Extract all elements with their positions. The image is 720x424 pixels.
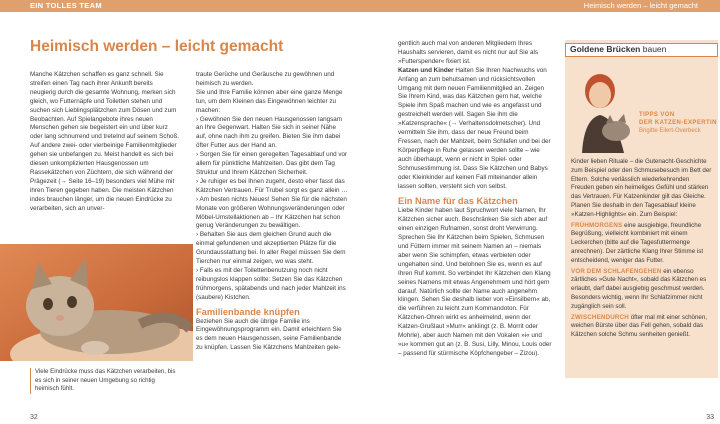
left-col-2 — [196, 71, 348, 353]
bullet-item: › Am besten nichts Neues! Sehen Sie für die nächsten Monate von größeren Wohnungsveränderungen oder Möbel-Umstellaktionen ab – Ihr Kätzchen hat schon genug Veränderungen zu bewältigen. — [196, 195, 347, 230]
body-text: Manche Kätzchen schaffen es ganz schnell. Sie streifen einen Tag nach ihrer Ankunft bereits neugierig durch die gesamte Wohnung, merken sich gleich, wo Futternäpfe und Toiletten stehen und suchen sich Lieblingsplätzchen zum Dösen und zum Beobachten. Auf Spielangebote ihres neuen Menschen gehen sie begeistert ein und über kurz oder lang schnurrend und treteInd auf seinem Schoß. Auf andere zwei- oder vierbeinige Familienmitglieder gehen sie unbefangen zu. Meist handelt es sich bei diesen unkomplizierten Hausgenossen um Rassekätzchen von Züchtern, die sich während der Prägezeit (→ Seite 16–19) besonders viel Mühe mit ihren Tieren gegeben haben. Die meisten Kätzchen indes brauchen länger, um die neuen Eindrücke zu verarbeiten, sich an unver- — [30, 71, 180, 212]
subheading: Ein Name für das Kätzchen — [398, 196, 518, 207]
tip-item-text: eine ausgiebige, freundliche Begrüßung, vielleicht kombiniert mit einem Leckerchen (bitte auf die Tagesfuttermenge anrechnen). Der zärtliche Klang Ihrer Stimme ist entscheidend, weniger das Futter. — [571, 221, 704, 264]
expert-portrait — [572, 65, 632, 153]
body-text: traute Gerüche und Geräusche zu gewöhnen und heimisch zu werden. — [196, 71, 335, 87]
running-title: Heimisch werden – leicht gemacht — [583, 1, 698, 10]
tip-item-keyword: ZWISCHENDURCH — [571, 313, 629, 321]
tips-label: TIPPS VON — [639, 112, 675, 118]
page-title: Heimisch werden – leicht gemacht — [30, 38, 284, 55]
bullet-item: › Gewöhnen Sie den neuen Hausgenossen langsam an Ihre Gegenwart. Halten Sie sich in seiner Nähe auf, ohne nach ihm zu greifen. Bieten Sie ihm dabei öfter Futter aus der Hand an. — [196, 115, 342, 150]
expert-credit — [639, 111, 717, 135]
body-text — [398, 67, 553, 192]
tips-label-2: DER KATZEN-EXPERTIN — [639, 120, 717, 126]
page-number: 33 — [706, 414, 714, 421]
bullet-item: › Je ruhiger es bei Ihnen zugeht, desto eher fasst das Kätzchen Vertrauen. Für Trubel sorgt es ganz allein … — [196, 177, 348, 194]
tip-box-body — [571, 158, 713, 340]
tip-item-keyword: VOR DEM SCHLAFENGEHEN — [571, 267, 662, 275]
portrait-illustration — [572, 65, 632, 153]
tip-item-text: öfter mal mit einer schönen, weichen Bürste über das Fell gehen, sobald das Kätzchen solche Schmu senheiten genießt. — [571, 313, 708, 339]
subheading: Familienbande knüpfen — [196, 306, 300, 317]
page-number: 32 — [30, 414, 38, 421]
body-text: Liebe Kinder haben laut Spruchwort viele Namen, Ihr Kätzchen sicher auch. Beschränken Sie sich aber auf einen einzigen Rufnamen, sonst droht Verwirrung. Sprechen Sie Ihr Kätzchen beim Spielen, Schmusen und Füttern immer mit seinem Namen an – niemals aber wenn Sie schimpfen, etwas verbieten oder ungehalten sind. Und belohnen Sie es, wenn es auf Ihren Ruf kommt. So verbindet Ihr Kätzchen den Klang seines Namens mit etwas Angenehmem und hört gern darauf. Natürlich sollte der Name auch angenehm klingen. Sehen Sie deshalb lieber von »Einsilbern« ab, die verführen zu leicht zum Kommandoton. Für Kätzchen-Ohren wirkt es anheimelnd, wenn der Katzen-Grußlaut »Murr« anklingt (z. B. Morrit oder Mohrle), aber auch Namen mit den Vokalen »i« und »u« kommen gut an (z. B. Susi, Lilly, Minou, Louis oder – passend für stürmische Köpfchengeber – Zizou). — [398, 207, 552, 357]
bullet-item: › Falls es mit der Toilettenbenutzung noch nicht reibungslos klappen sollte: Setzen Sie das Kätzchen frühmorgens, spätabends und nach jeder Mahlzeit ins (saubere) Kistchen. — [196, 266, 346, 301]
tip-box-heading — [565, 43, 718, 57]
left-col-1 — [30, 71, 180, 214]
body-text: Kinder lieben Rituale – die Gutenacht-Geschichte zum Beispiel oder den Schmusebesuch im Bett der Eltern. Solche verlässlich wiederkehrenden Freuden geben ein heimeliges Gefühl und stärken das Vertrauen. Für Katzenkinder gilt das Gleiche. Planen Sie deshalb in den Tagesablauf kleine »Katzen-Highlights« ein. Zum Beispiel: — [571, 158, 712, 218]
body-text: Sie und Ihre Familie können aber eine ganze Menge tun, um dem Kleinen das Eingewöhnen leichter zu machen: — [196, 88, 343, 114]
expert-name: Brigitte Eilert-Overbeck — [639, 128, 701, 134]
photo-caption: Viele Eindrücke muss das Kätzchen verarbeiten, bis es sich in seiner neuen Umgebung so richtig heimisch fühlt. — [30, 368, 180, 394]
body-text: Halten Sie Ihren Nachwuchs von Anfang an zum behutsamen und rücksichtsvollen Umgang mit dem neuen Familienmitglied an. Zeigen Sie Ihrem Kind, was das Kätzchen gern hat, welche Spiele ihm Spaß machen und wie es angefasst und gestreichelt werden will. Sagen Sie ihm die »Katzensprache« (→ Verhaltensdolmetscher). Und vermitteln Sie ihm, dass der neue Freund beim Fressen, nach der Mahlzeit, beim Schlafen und bei der Körperpflege in Ruhe gelassen werden sollte – wie auch überhaupt, wenn er nicht in Spiel- oder Schmusestimmung ist. Dass Sie Kätzchen und Babys oder Kleinkinder auf keinen Fall miteinander allein lassen sollten, versteht sich von selbst. — [398, 66, 551, 190]
section-label: EIN TOLLES TEAM — [30, 1, 102, 10]
tip-item — [571, 222, 713, 266]
bullet-item: › Behalten Sie aus dem gleichen Grund auch die einmal gefundenen und akzeptierten Plätze für die Grundausstattung bei. In aller Regel müssen Sie dem Tierchen nur einmal zeigen, wo was steht. — [196, 231, 346, 266]
body-text: Beziehen Sie auch die übrige Familie ins Eingewöhnungsprogramm ein. Damit erleichtern Sie es dem neuen Hausgenossen, seine Familienbande zu knüpfen. Lassen Sie Kätzchens Mahlzeiten gele- — [196, 317, 342, 352]
bullet-item: › Sorgen Sie für einen geregelten Tagesablauf und vor allem für pünktliche Mahlzeiten. Das gibt dem Tag Struktur und Ihrem Kätzchen Sicherheit. — [196, 151, 348, 176]
tip-item — [571, 314, 713, 340]
tip-box-heading-rest: bauen — [640, 44, 667, 54]
tip-box-heading-bold: Goldene Brücken — [570, 44, 641, 54]
tip-item-keyword: FRÜHMORGENS — [571, 221, 623, 229]
tip-item-text: ein ebenso zärtliches »Gute Nacht«, sobald das Kätzchen es erlaubt, darf dabei ausgiebig geschmust werden. Besonders wichtig, wenn Ihr Schlafzimmer nicht zugänglich sein soll. — [571, 267, 707, 310]
body-text: gentlich auch mal von anderen Mitgliedern Ihres Haushalts servieren, damit es nicht nur auf Sie als »Futterspender« fixiert ist. — [398, 40, 538, 65]
keyword: Katzen und Kinder — [398, 66, 454, 74]
kitten-photo — [0, 244, 193, 361]
kitten-illustration — [0, 244, 193, 361]
right-col-1 — [398, 40, 553, 359]
tip-item — [571, 268, 713, 312]
